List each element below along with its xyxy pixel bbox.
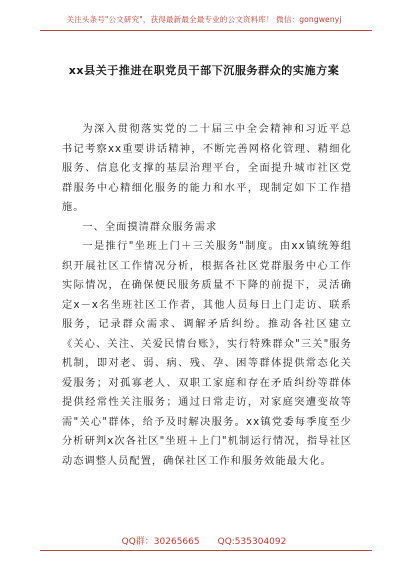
header-divider (40, 30, 372, 31)
section-heading: 一、全面摸清群众服务需求 (82, 221, 218, 233)
document-title: xx县关于推进在职党员干部下沉服务群众的实施方案 (68, 64, 340, 77)
body-paragraph: 一是推行"坐班上门＋三关服务"制度。由xx镇统筹组织开展社区工作情况分析，根据各社区党群服务中心工作实际情况，在确保便民服务质量不下降的前提下，灵活确定x－x名坐班社区工作者，其他人员每日上门走访、联系服务，记录群众需求、调解矛盾纠纷。推动各社区建立《关心、关注、关爱民情台账》，实行特殊群众"三关"服务机制，即对老、弱、病、残、孕、困等群体提供常态化关爱服务；对孤寡老人、双职工家庭和存在矛盾纠纷等群体提供经常性关注服务；通过日常走访，对家庭突遭变故等需"关心"群体，给予及时解决服务。xx镇党委每季度至少分析研判x次各社区"坐班＋上门"机制运行情况，指导社区动态调整人员配置，确保社区工作和服务效能最大化。 (62, 241, 352, 467)
document-body (62, 120, 352, 471)
page-header: 关注头条号"公文研究"，获得最新最全最专业的公文资料库！ 微信：gongwenyj (66, 15, 342, 24)
footer-divider (40, 550, 372, 551)
qq-group-text: QQ群：30265665 (121, 537, 200, 547)
page-footer (0, 534, 408, 547)
intro-paragraph: 为深入贯彻落实党的二十届三中全会精神和习近平总书记考察xx重要讲话精神，不断完善网格化管理、精细化服务、信息化支撑的基层治理平台，全面提升城市社区党群服务中心精细化服务的能力和水平，现制定如下工作措施。 (62, 124, 352, 213)
qq-number-text: QQ:535304092 (217, 537, 287, 547)
